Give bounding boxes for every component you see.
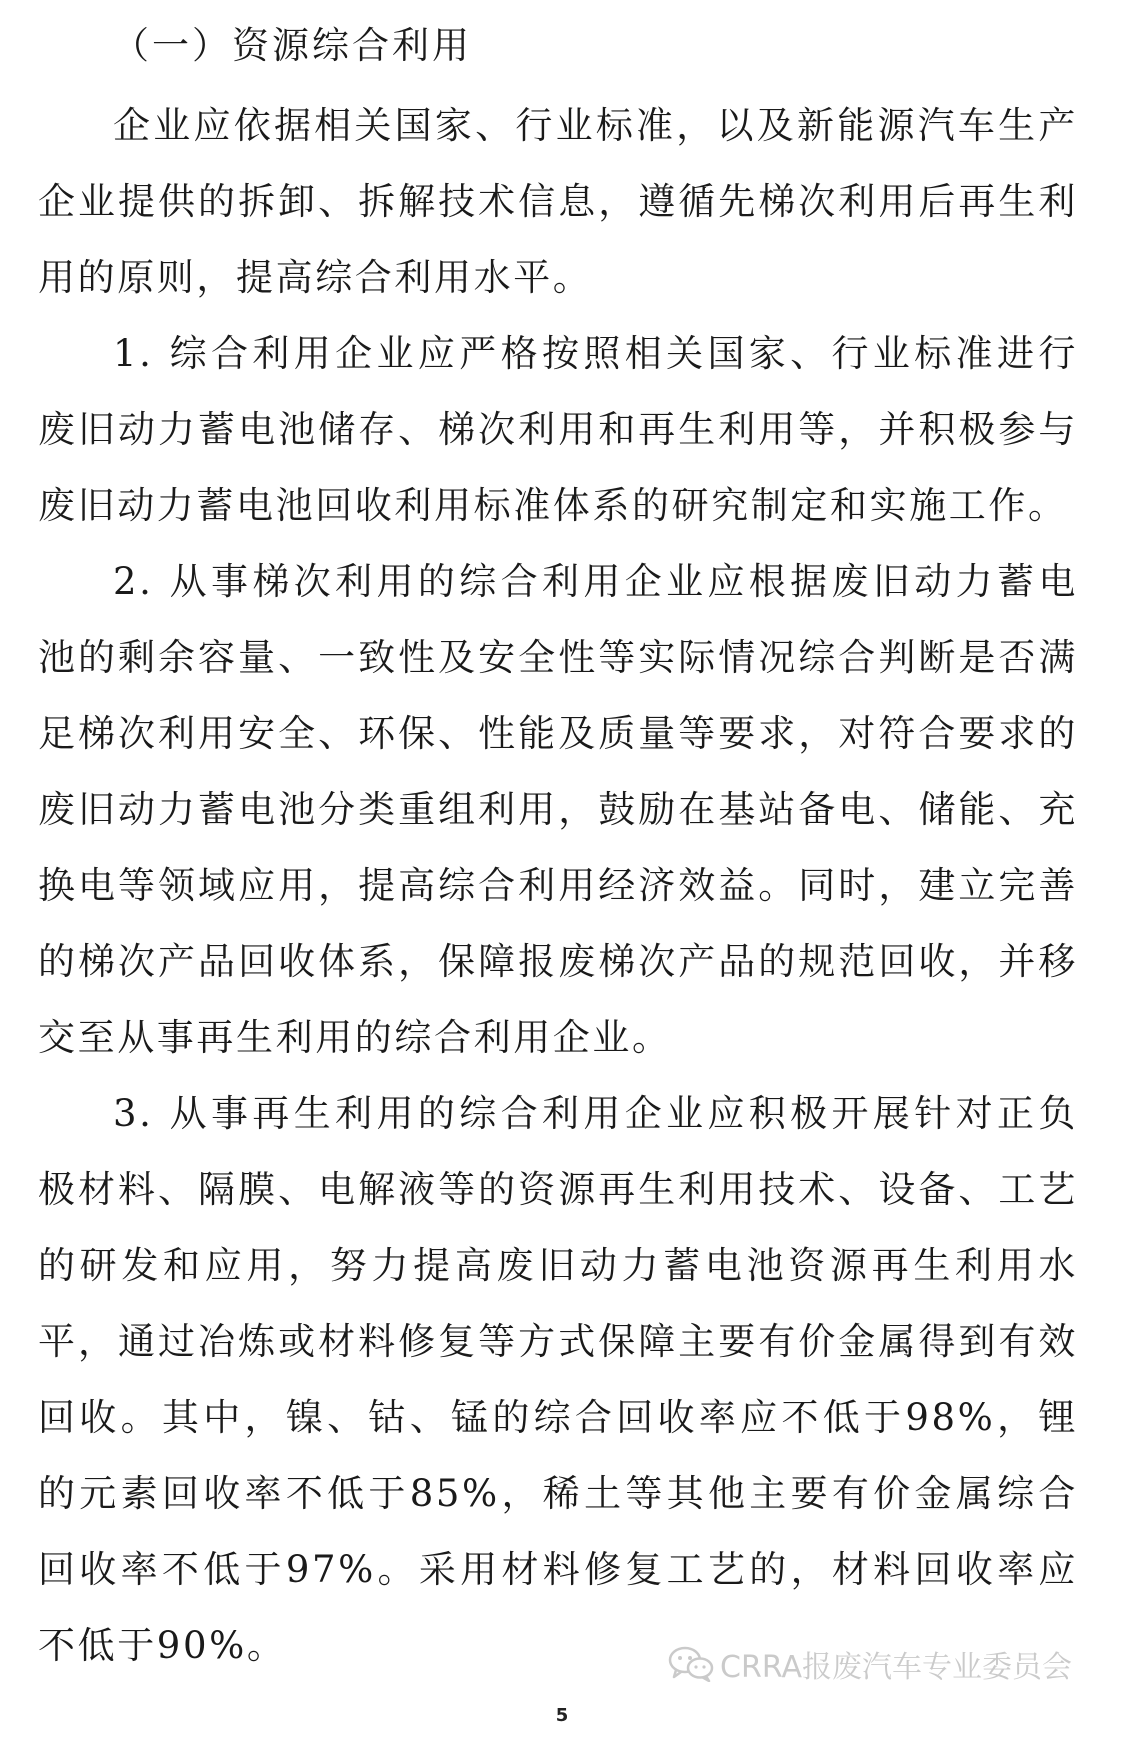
section-heading: （一）资源综合利用: [112, 24, 472, 67]
paragraph-item-1: 1. 综合利用企业应严格按照相关国家、行业标准进行废旧动力蓄电池储存、梯次利用和再生利用等，并积极参与废旧动力蓄电池回收利用标准体系的研究制定和实施工作。: [38, 332, 1078, 527]
paragraph-item-2: 2. 从事梯次利用的综合利用企业应根据废旧动力蓄电池的剩余容量、一致性及安全性等实际情况综合判断是否满足梯次利用安全、环保、性能及质量等要求，对符合要求的废旧动力蓄电池分类重组利用，鼓励在基站备电、储能、充换电等领域应用，提高综合利用经济效益。同时，建立完善的梯次产品回收体系，保障报废梯次产品的规范回收，并移交至从事再生利用的综合利用企业。: [38, 560, 1078, 1059]
paragraph-intro: 企业应依据相关国家、行业标准，以及新能源汽车生产企业提供的拆卸、拆解技术信息，遵循先梯次利用后再生利用的原则，提高综合利用水平。: [38, 104, 1078, 299]
page-number: 5: [555, 1705, 569, 1726]
wechat-icon: [668, 1646, 714, 1682]
document-body: [38, 10, 1078, 1684]
watermark-text: CRRA报废汽车专业委员会: [720, 1650, 1072, 1685]
watermark: [668, 1642, 1072, 1686]
paragraph-item-3: 3. 从事再生利用的综合利用企业应积极开展针对正负极材料、隔膜、电解液等的资源再生利用技术、设备、工艺的研发和应用，努力提高废旧动力蓄电池资源再生利用水平，通过冶炼或材料修复等方式保障主要有价金属得到有效回收。其中，镍、钴、锰的综合回收率应不低于98%，锂的元素回收率不低于85%，稀土等其他主要有价金属综合回收率不低于97%。采用材料修复工艺的，材料回收率应不低于90%。: [38, 1092, 1078, 1667]
